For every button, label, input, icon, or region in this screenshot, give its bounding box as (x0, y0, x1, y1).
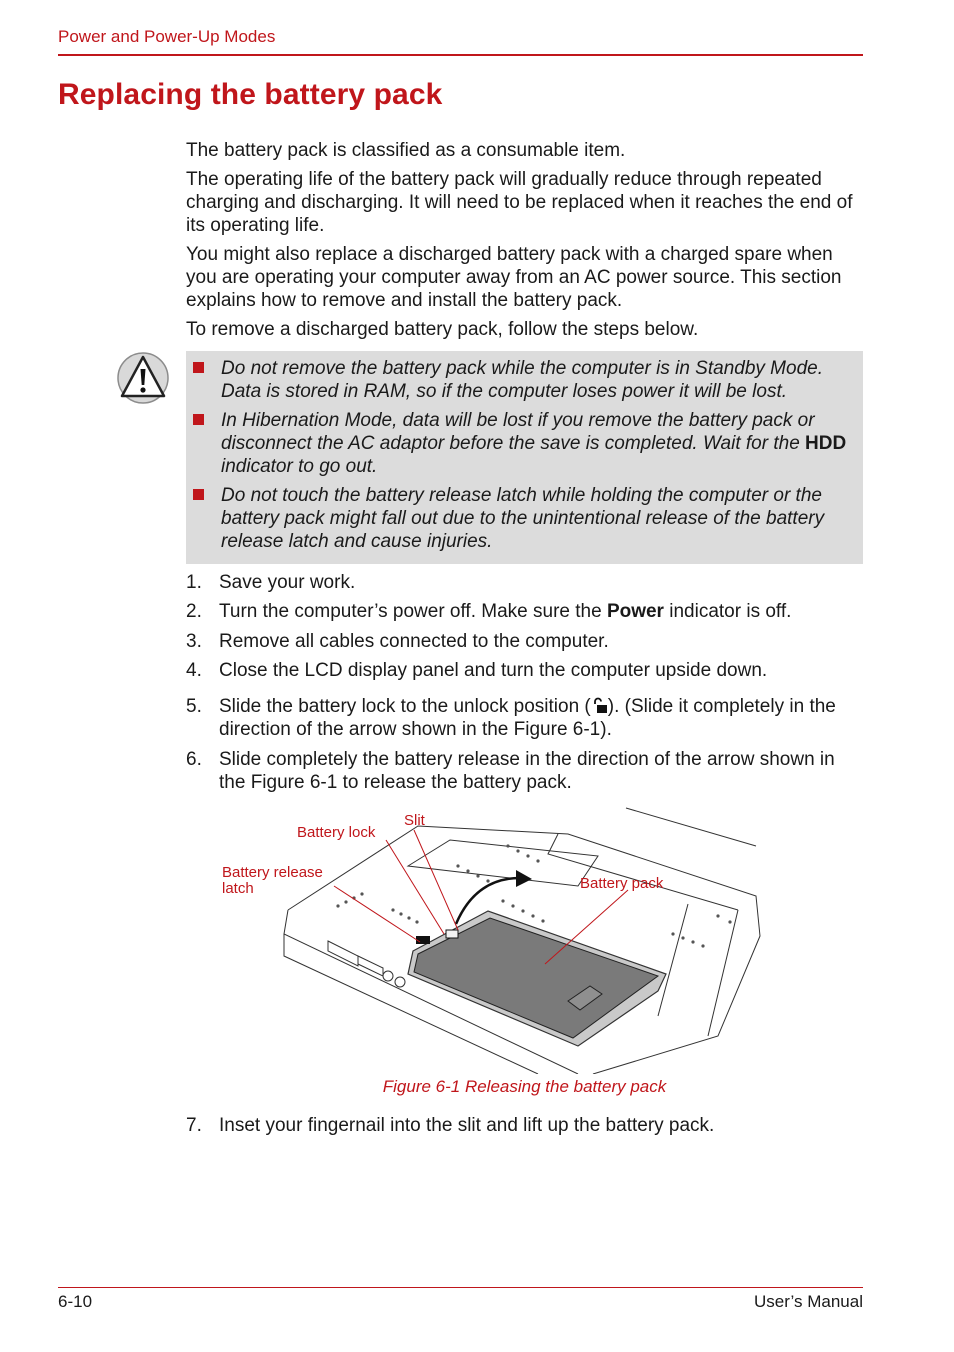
step-4: Close the LCD display panel and turn the computer upside down. (219, 660, 768, 681)
hdd-label: HDD (805, 433, 847, 454)
page-title: Replacing the battery pack (58, 78, 443, 111)
step-5: Slide the battery lock to the unlock position ( ). (Slide it completely in the direction of the arrow shown in the Figure 6-1). (219, 696, 836, 740)
header-rule (58, 54, 863, 56)
warning-icon (116, 351, 170, 405)
battery-pack-label: Battery pack (580, 875, 664, 892)
footer-rule (58, 1287, 863, 1288)
step-number: 7. (186, 1115, 202, 1136)
battery-lock-label: Battery lock (297, 824, 376, 841)
step-1: Save your work. (219, 572, 356, 593)
slit-label: Slit (404, 812, 425, 829)
warning-bullet (193, 489, 204, 500)
intro-paragraph-2: The operating life of the battery pack will gradually reduce through repeated charging and discharging. It will need to be replaced when it reaches the end of its operating life. (186, 169, 853, 236)
step-number: 4. (186, 660, 202, 681)
intro-paragraph-1: The battery pack is classified as a consumable item. (186, 140, 626, 161)
intro-paragraph-4: To remove a discharged battery pack, follow the steps below. (186, 319, 699, 340)
step-number: 3. (186, 631, 202, 652)
step-6: Slide completely the battery release in the direction of the arrow shown in the Figure 6-1 to release the battery pack. (219, 749, 835, 793)
warning-standby: Do not remove the battery pack while the computer is in Standby Mode. Data is stored in RAM, so if the computer loses power it will be lost. (221, 358, 823, 402)
warning-bullet (193, 414, 204, 425)
running-header: Power and Power-Up Modes (58, 27, 276, 46)
step-number: 2. (186, 601, 202, 622)
step-2: Turn the computer’s power off. Make sure the Power indicator is off. (219, 601, 792, 622)
step-number: 1. (186, 572, 202, 593)
step-number: 6. (186, 749, 202, 770)
page-number: 6-10 (58, 1292, 93, 1311)
warning-hibernation: In Hibernation Mode, data will be lost if you remove the battery pack or disconnect the AC adaptor before the save is completed. Wait for the HDD indicator to go out. (221, 410, 847, 477)
step-7: Inset your fingernail into the slit and lift up the battery pack. (219, 1115, 715, 1136)
battery-illustration (218, 806, 766, 1074)
step-number: 5. (186, 696, 202, 717)
battery-release-latch-label: Battery release latch (222, 864, 323, 897)
intro-paragraph-3: You might also replace a discharged battery pack with a charged spare when you are operating your computer away from an AC power source. This section explains how to remove and install the battery pack. (186, 244, 842, 311)
step-3: Remove all cables connected to the computer. (219, 631, 609, 652)
warning-bullet (193, 362, 204, 373)
warning-release-latch: Do not touch the battery release latch while holding the computer or the battery pack might fall out due to the unintentional release of the battery release latch and cause injuries. (221, 485, 825, 552)
figure-caption: Figure 6-1 Releasing the battery pack (382, 1077, 667, 1096)
power-label: Power (606, 601, 664, 622)
unlock-icon (591, 697, 608, 714)
manual-title: User’s Manual (754, 1292, 863, 1311)
